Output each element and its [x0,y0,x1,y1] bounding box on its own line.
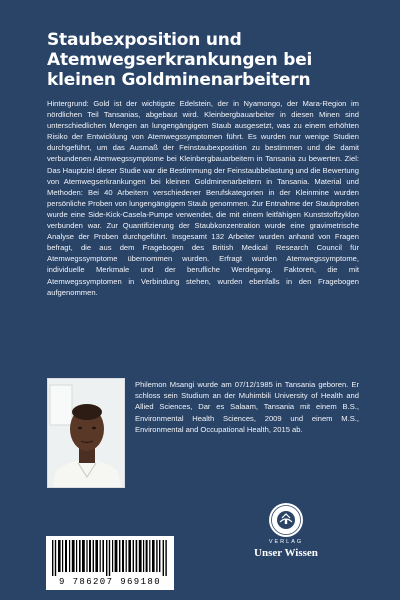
barcode-bars [52,540,168,576]
isbn-number: 9 786207 969180 [58,577,161,587]
abstract-text: Hintergrund: Gold ist der wichtigste Edelstein, der in Nyamongo, der Mara-Region im nördlichen Teil Tansanias, abgebaut wird. Kleinbergbauarbeiter in diesen Minen sind unterschiedlichen Mengen an lungengängigem Staub ausgesetzt, was zu einem erhöhten Risiko der Entwicklung von Atemwegssymptomen führt. Es wurden nur wenige Studien durchgeführt, um das Ausmaß der Feinstaubexposition zu bestimmen und die damit verbundenen Atemwegssymptome bei Kleinbergbauarbeitern in Tansania zu bewerten. Ziel: Das Hauptziel dieser Studie war die Bestimmung der Feinstaubbelastung und die Bewertung von Atemwegserkrankungen bei kleinen Goldminenarbeitern in Tansania. Material und Methoden: Bei 40 Arbeitern verschiedener Berufskategorien in der Kleinmine wurden persönliche Proben von lungengängigem Staub genommen. Zur Entnahme der Staubproben wurde eine Side-Kick-Casela-Pumpe verwendet, die mit einem leitfähigen Kunststoffzyklon verbunden war. Zur Quantifizierung der Staubkonzentration wurde eine gravimetrische Analyse der Proben durchgeführt. Insgesamt 132 Arbeiter wurden anhand von Fragen befragt, die aus dem Fragebogen des British Medical Research Council für Atemwegssymptome übernommen wurden. Erfragt wurden Atemwegssymptome, individuelle Merkmale und der berufliche Werdegang. Faktoren, die mit Atemwegssymptomen in Verbindung stehen, wurden ebenfalls in den Fragebogen aufgenommen. [47,99,359,297]
publisher-name: Unser Wissen [254,547,318,559]
isbn-barcode [46,536,174,590]
publisher-logo [246,502,326,562]
publisher-verlag-label: VERLAG [268,539,304,545]
publisher-emblem-icon [268,502,304,538]
author-bio: Philemon Msangi wurde am 07/12/1985 in Tansania geboren. Er schloss sein Studium an der Muhimbili University of Health and Allied Sciences, Dar es Salaam, Tansania mit einem B.S., Environmental Health Sciences, 2009 und einem M.S., Environmental and Occupational Health, 2015 ab. [135,380,359,434]
author-photo [47,378,125,488]
book-title: Staubexposition und Atemwegserkrankungen bei kleinen Goldminenarbeitern [47,30,313,90]
